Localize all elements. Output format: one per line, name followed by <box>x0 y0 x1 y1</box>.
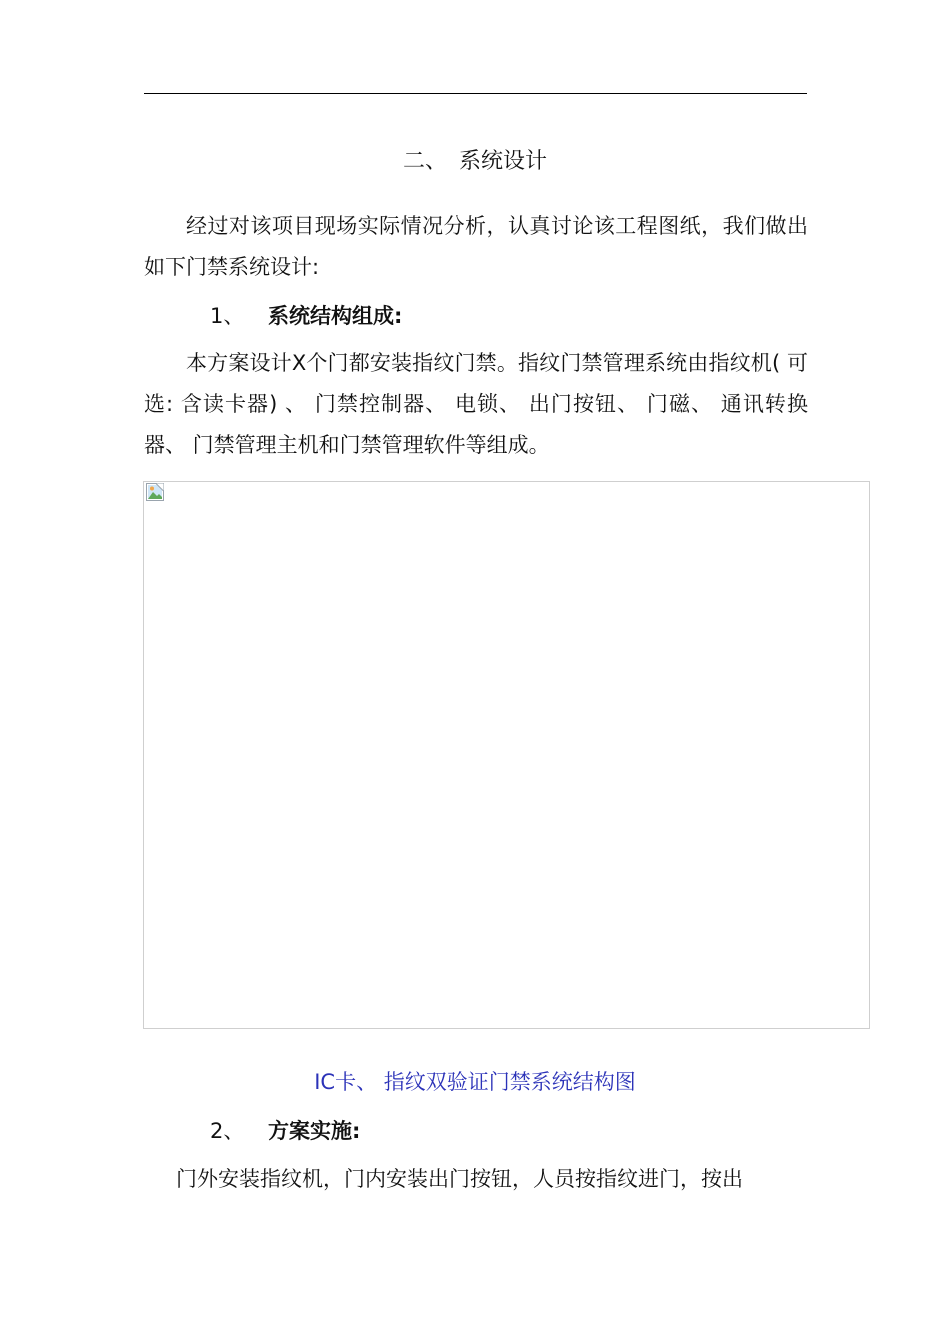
subheading-implementation <box>210 1115 360 1147</box>
subheading-implementation-title: 方案实施: <box>268 1119 361 1143</box>
broken-image-icon <box>146 483 164 501</box>
intro-paragraph: 经过对该项目现场实际情况分析，认真讨论该工程图纸，我们做出如下门禁系统设计: <box>144 214 808 279</box>
system-structure-figure <box>143 481 870 1029</box>
subheading-structure <box>210 300 402 332</box>
section-title: 系统设计 <box>459 149 548 174</box>
subheading-structure-number: 1、 <box>210 304 245 328</box>
section-heading <box>0 146 950 178</box>
header-rule <box>144 93 807 94</box>
structure-paragraph: 本方案设计X个门都安装指纹门禁。指纹门禁管理系统由指纹机( 可选: 含读卡器) 、 门禁控制器、 电锁、 出门按钮、 门磁、 通讯转换器、 门禁管理主机和门禁管理软件等组成。 <box>144 351 808 457</box>
figure-caption: IC卡、 指纹双验证门禁系统结构图 <box>314 1070 636 1094</box>
implementation-paragraph: 门外安装指纹机，门内安装出门按钮，人员按指纹进门，按出 <box>176 1167 743 1191</box>
subheading-structure-title: 系统结构组成: <box>268 304 403 328</box>
subheading-implementation-number: 2、 <box>210 1119 245 1143</box>
section-number: 二、 <box>402 149 447 174</box>
